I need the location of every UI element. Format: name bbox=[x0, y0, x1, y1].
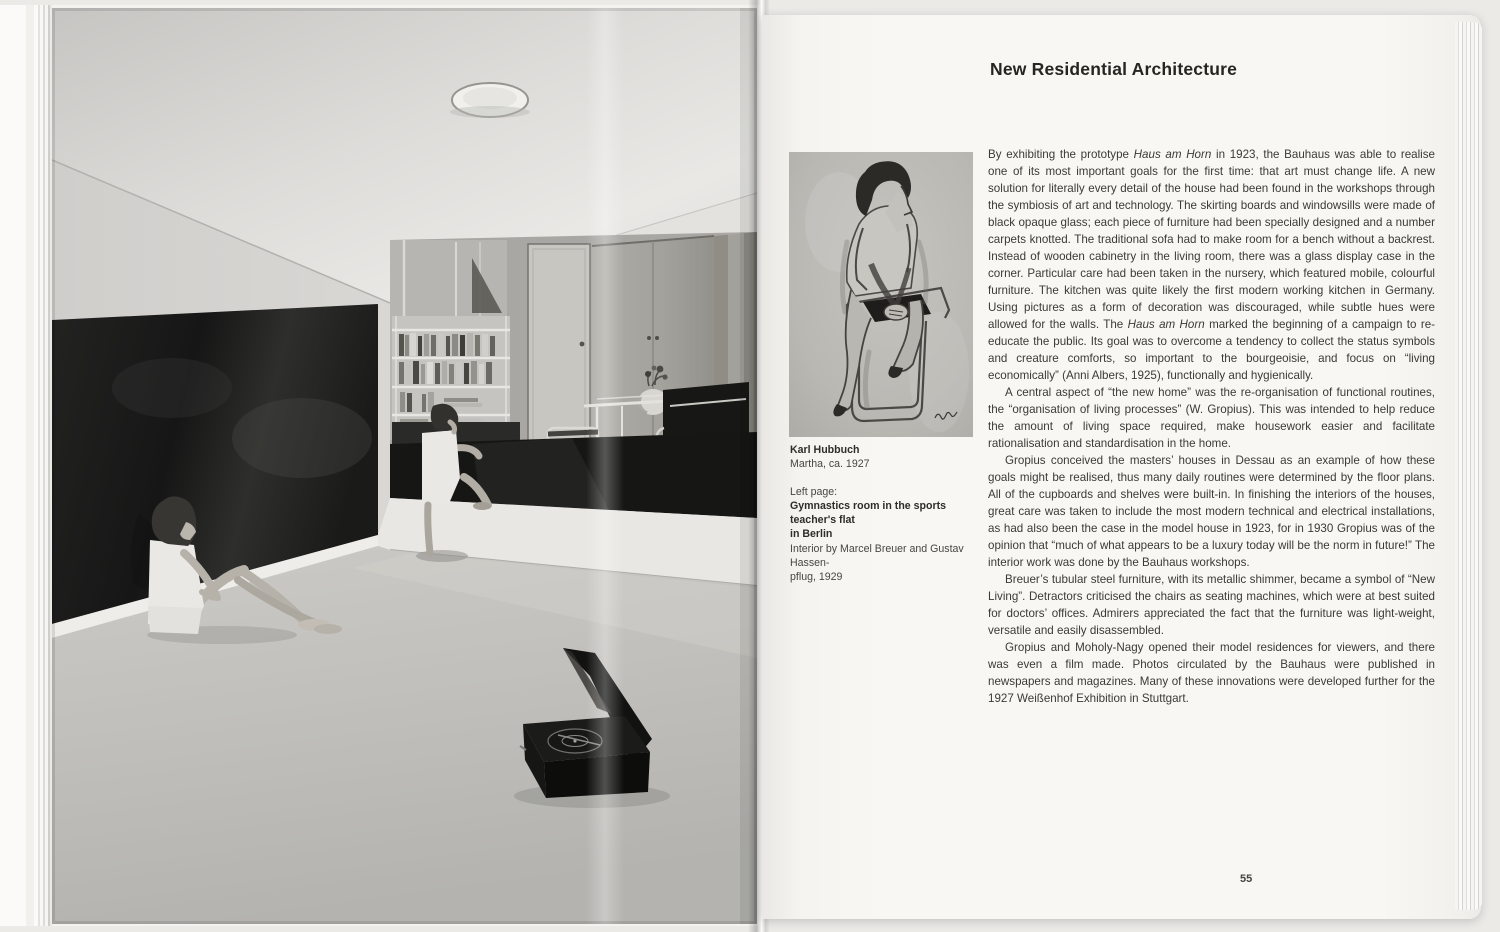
caption-photo-title: Gymnastics room in the sports teacher's flat bbox=[790, 499, 946, 527]
gymnastics-room-photograph bbox=[52, 8, 757, 924]
caption-leftpage-label: Left page: bbox=[790, 485, 838, 498]
paragraph: Gropius conceived the masters’ houses in Dessau as an example of how these goals might be realised, thus many daily routines were determined by the floor plans. All of the cupboards and shelves were built-in. In finishing the interiors of the houses, great care was taken to include the most modern technical and electrical installations, as had also been the case in the model house in 1923, for in 1930 Gropius was of the opinion that “much of what appears to be a luxury today will be the norm in future!” The interior work was done by the Bauhaus workshops. bbox=[988, 454, 1435, 569]
caption-work: Martha, ca. 1927 bbox=[790, 458, 870, 471]
paragraph: Breuer’s tubular steel furniture, with its metallic shimmer, became a symbol of “New Living”. Detractors criticised the chairs as seating machines, which were at best suited for doctors’ offices. Admirers appreciated the fact that the furniture was light-weight, versatile and easily disassembled. bbox=[988, 573, 1435, 637]
hubbuch-drawing bbox=[789, 152, 973, 437]
page-edge-stack-right bbox=[1455, 22, 1483, 910]
paragraph: Gropius and Moholy-Nagy opened their model residences for viewers, and there was even a film made. Photos circulated by the Bauhaus were published in newspapers and magazines. Many of these innovations were developed further for the 1927 Weißenhof Exhibition in Stuttgart. bbox=[988, 641, 1435, 705]
paragraph: A central aspect of “the new home” was the re-organisation of functional routines, the “organisation of living processes” (W. Gropius). This was intended to help reduce the amount of living space required, make housework easier and facilitate rationalisation and standardisation in the home. bbox=[988, 386, 1435, 450]
left-page bbox=[0, 5, 760, 926]
door bbox=[528, 244, 590, 456]
page-edge-stack-left bbox=[0, 5, 52, 926]
right-page bbox=[762, 15, 1481, 919]
caption-credit: Interior by Marcel Breuer and Gustav Hassen- bbox=[790, 542, 964, 570]
page-title: New Residential Architecture bbox=[990, 59, 1238, 79]
page-number: 55 bbox=[1240, 873, 1253, 885]
caption-credit-2: pflug, 1929 bbox=[790, 571, 843, 584]
caption-photo-title-2: in Berlin bbox=[790, 528, 833, 541]
caption-artist: Karl Hubbuch bbox=[790, 444, 860, 456]
page-glare bbox=[586, 8, 624, 924]
caption-block bbox=[790, 443, 990, 585]
body-text bbox=[988, 146, 1435, 707]
ceiling-lamp-icon bbox=[450, 83, 530, 118]
paragraph: By exhibiting the prototype Haus am Horn in 1923, the Bauhaus was able to realise one of its most important goals for the first time: that art must change life. A new solution for literally every detail of the house had been found in the workshops through the symbiosis of art and technology. The skirting boards and windowsills were made of black opaque glass; each piece of furniture had been specially designed and a number carpets knotted. The traditional sofa had to make room for a bench without a backrest. Instead of wooden cabinetry in the living room, there was a glass display case in the corner. Particular care had been taken in the nursery, which featured mobile, colourful furniture. The kitchen was quite likely the first modern working kitchen in Germany. Using pictures as a form of decoration was discouraged, while subtle hues were allowed for the walls. The Haus am Horn marked the beginning of a campaign to re-educate the public. Its goal was to overcome a tendency to collect the status symbols and creature comforts, so important to the bourgeoisie, and focus on “living economically” (Anni Albers, 1925), functionally and hygienically. bbox=[988, 148, 1436, 382]
